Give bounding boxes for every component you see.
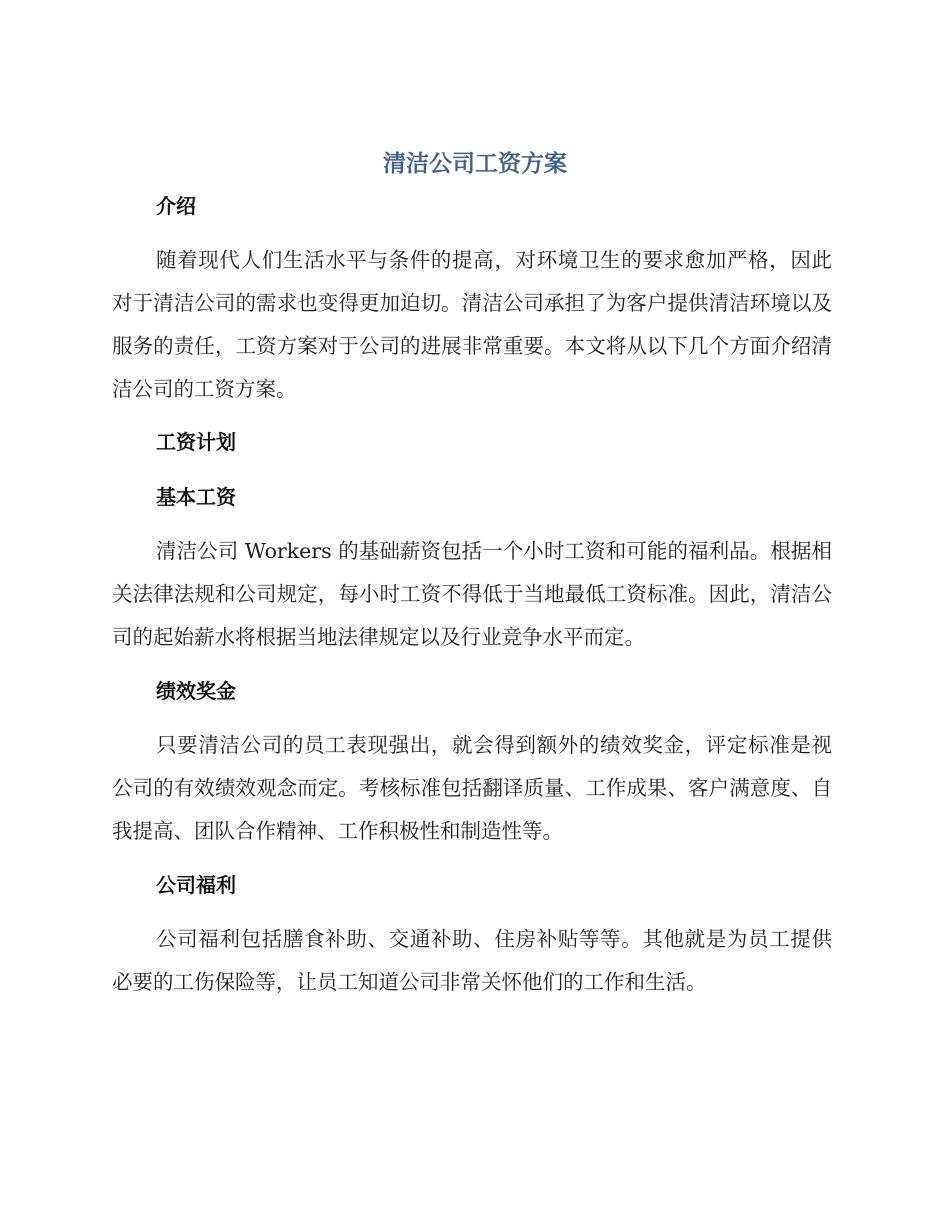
section-heading-company-benefits: 公司福利 — [156, 873, 236, 897]
paragraph-performance-bonus: 只要清洁公司的员工表现强出，就会得到额外的绩效奖金，评定标准是视公司的有效绩效观念而定。考核标准包括翻译质量、工作成果、客户满意度、自我提高、团队合作精神、工作积极性和制造性等。 — [112, 733, 832, 843]
section-heading-intro: 介绍 — [156, 194, 196, 218]
section-heading-performance-bonus: 绩效奖金 — [156, 679, 236, 703]
paragraph-company-benefits: 公司福利包括膳食补助、交通补助、住房补贴等等。其他就是为员工提供必要的工伤保险等，让员工知道公司非常关怀他们的工作和生活。 — [112, 927, 832, 994]
paragraph-base-salary: 清洁公司 Workers 的基础薪资包括一个小时工资和可能的福利品。根据相关法律法规和公司规定，每小时工资不得低于当地最低工资标准。因此，清洁公司的起始薪水将根据当地法律规定以及行业竞争水平而定。 — [112, 539, 832, 649]
section-heading-salary-plan: 工资计划 — [156, 430, 236, 454]
section-heading-base-salary: 基本工资 — [156, 485, 236, 509]
document-title: 清洁公司工资方案 — [383, 151, 567, 177]
paragraph-intro: 随着现代人们生活水平与条件的提高，对环境卫生的要求愈加严格，因此对于清洁公司的需求也变得更加迫切。清洁公司承担了为客户提供清洁环境以及服务的责任，工资方案对于公司的进展非常重要。本文将从以下几个方面介绍清洁公司的工资方案。 — [112, 248, 832, 401]
